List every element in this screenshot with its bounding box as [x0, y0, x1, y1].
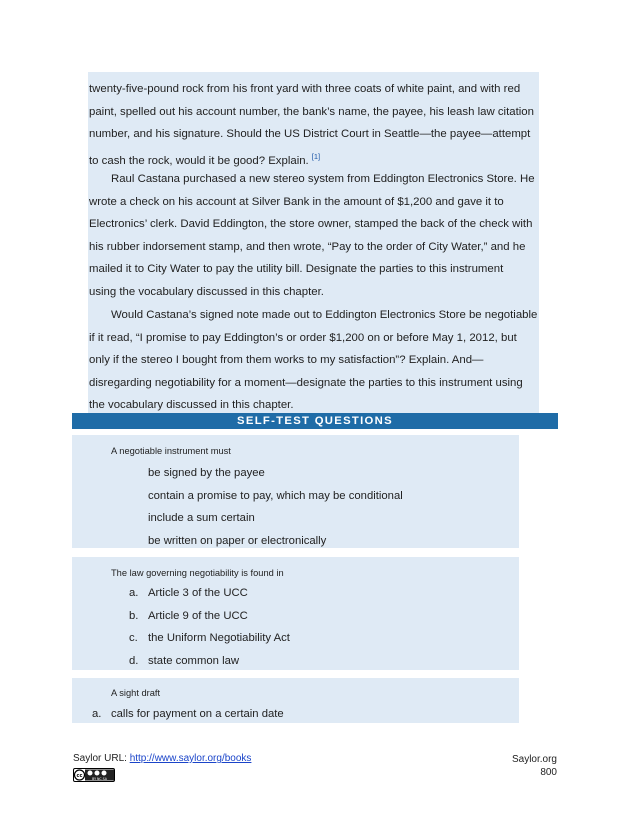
option-letter: b. — [129, 610, 139, 622]
footer-url-label: Saylor URL: — [73, 753, 127, 764]
option-letter: a. — [92, 708, 102, 720]
answer-option[interactable]: calls for payment on a certain date — [111, 708, 284, 720]
answer-option[interactable]: be signed by the payee — [148, 467, 265, 479]
page-number: 800 — [540, 767, 557, 778]
footnote-link[interactable]: [1] — [311, 151, 321, 161]
answer-option[interactable]: Article 9 of the UCC — [148, 610, 248, 622]
creative-commons-license-icon — [73, 768, 115, 782]
question-1 — [72, 435, 519, 548]
footer-site — [512, 753, 557, 779]
answer-option[interactable]: be written on paper or electronically — [148, 535, 327, 547]
footer-source — [73, 753, 251, 764]
answer-option[interactable]: Article 3 of the UCC — [148, 587, 248, 599]
question-stem: A negotiable instrument must — [111, 446, 231, 456]
exercise-paragraph-2: Raul Castana purchased a new stereo system from Eddington Electronics Store. He wrote a check on his account at Silver Bank in the amount of $1,200 and gave it to Electronics’ clerk. David Eddington, the store owner, stamped the back of the check with his rubber indorsement stamp, and then wrote, “Pay to the order of City Water,” and he mailed it to City Water to pay the utility bill. Designate the parties to this instrument using the vocabulary discussed in this chapter. — [89, 173, 535, 298]
question-3 — [72, 678, 519, 723]
answer-option[interactable]: the Uniform Negotiability Act — [148, 632, 290, 644]
question-stem: A sight draft — [111, 688, 161, 698]
license-badge-text: BY NC SA — [92, 776, 107, 781]
footer-site-name: Saylor.org — [511, 754, 557, 765]
exercise-paragraph-1: twenty-five-pound rock from his front yard with three coats of white paint, and with red paint, spelled out his account number, the bank’s name, the payee, his leash law citation number, and his signature. Should the US District Court in Seattle—the payee—attempt to cash the rock, would it be good? Explain. [1] — [89, 83, 534, 167]
option-letter: a. — [129, 587, 139, 599]
saylor-books-link[interactable]: http://www.saylor.org/books — [129, 753, 252, 764]
exercise-paragraph-3: Would Castana’s signed note made out to Eddington Electronics Store be negotiable if it read, “I promise to pay Eddington’s or order $1,200 on or before May 1, 2012, but only if the stereo I bought from them works to my satisfaction”? Explain. And— disregarding negotiability for a moment—designate the parties to this instrument using the vocabulary discussed in this chapter. — [89, 309, 538, 412]
question-stem: The law governing negotiability is found in — [111, 568, 284, 578]
question-2 — [72, 557, 519, 670]
answer-option[interactable]: state common law — [148, 655, 240, 667]
answer-option[interactable]: include a sum certain — [148, 512, 255, 524]
option-letter: c. — [129, 632, 138, 644]
section-header-self-test: SELF-TEST QUESTIONS — [72, 413, 558, 429]
svg-text:cc: cc — [76, 773, 83, 779]
answer-option[interactable]: contain a promise to pay, which may be conditional — [148, 490, 403, 502]
option-letter: d. — [129, 655, 139, 667]
